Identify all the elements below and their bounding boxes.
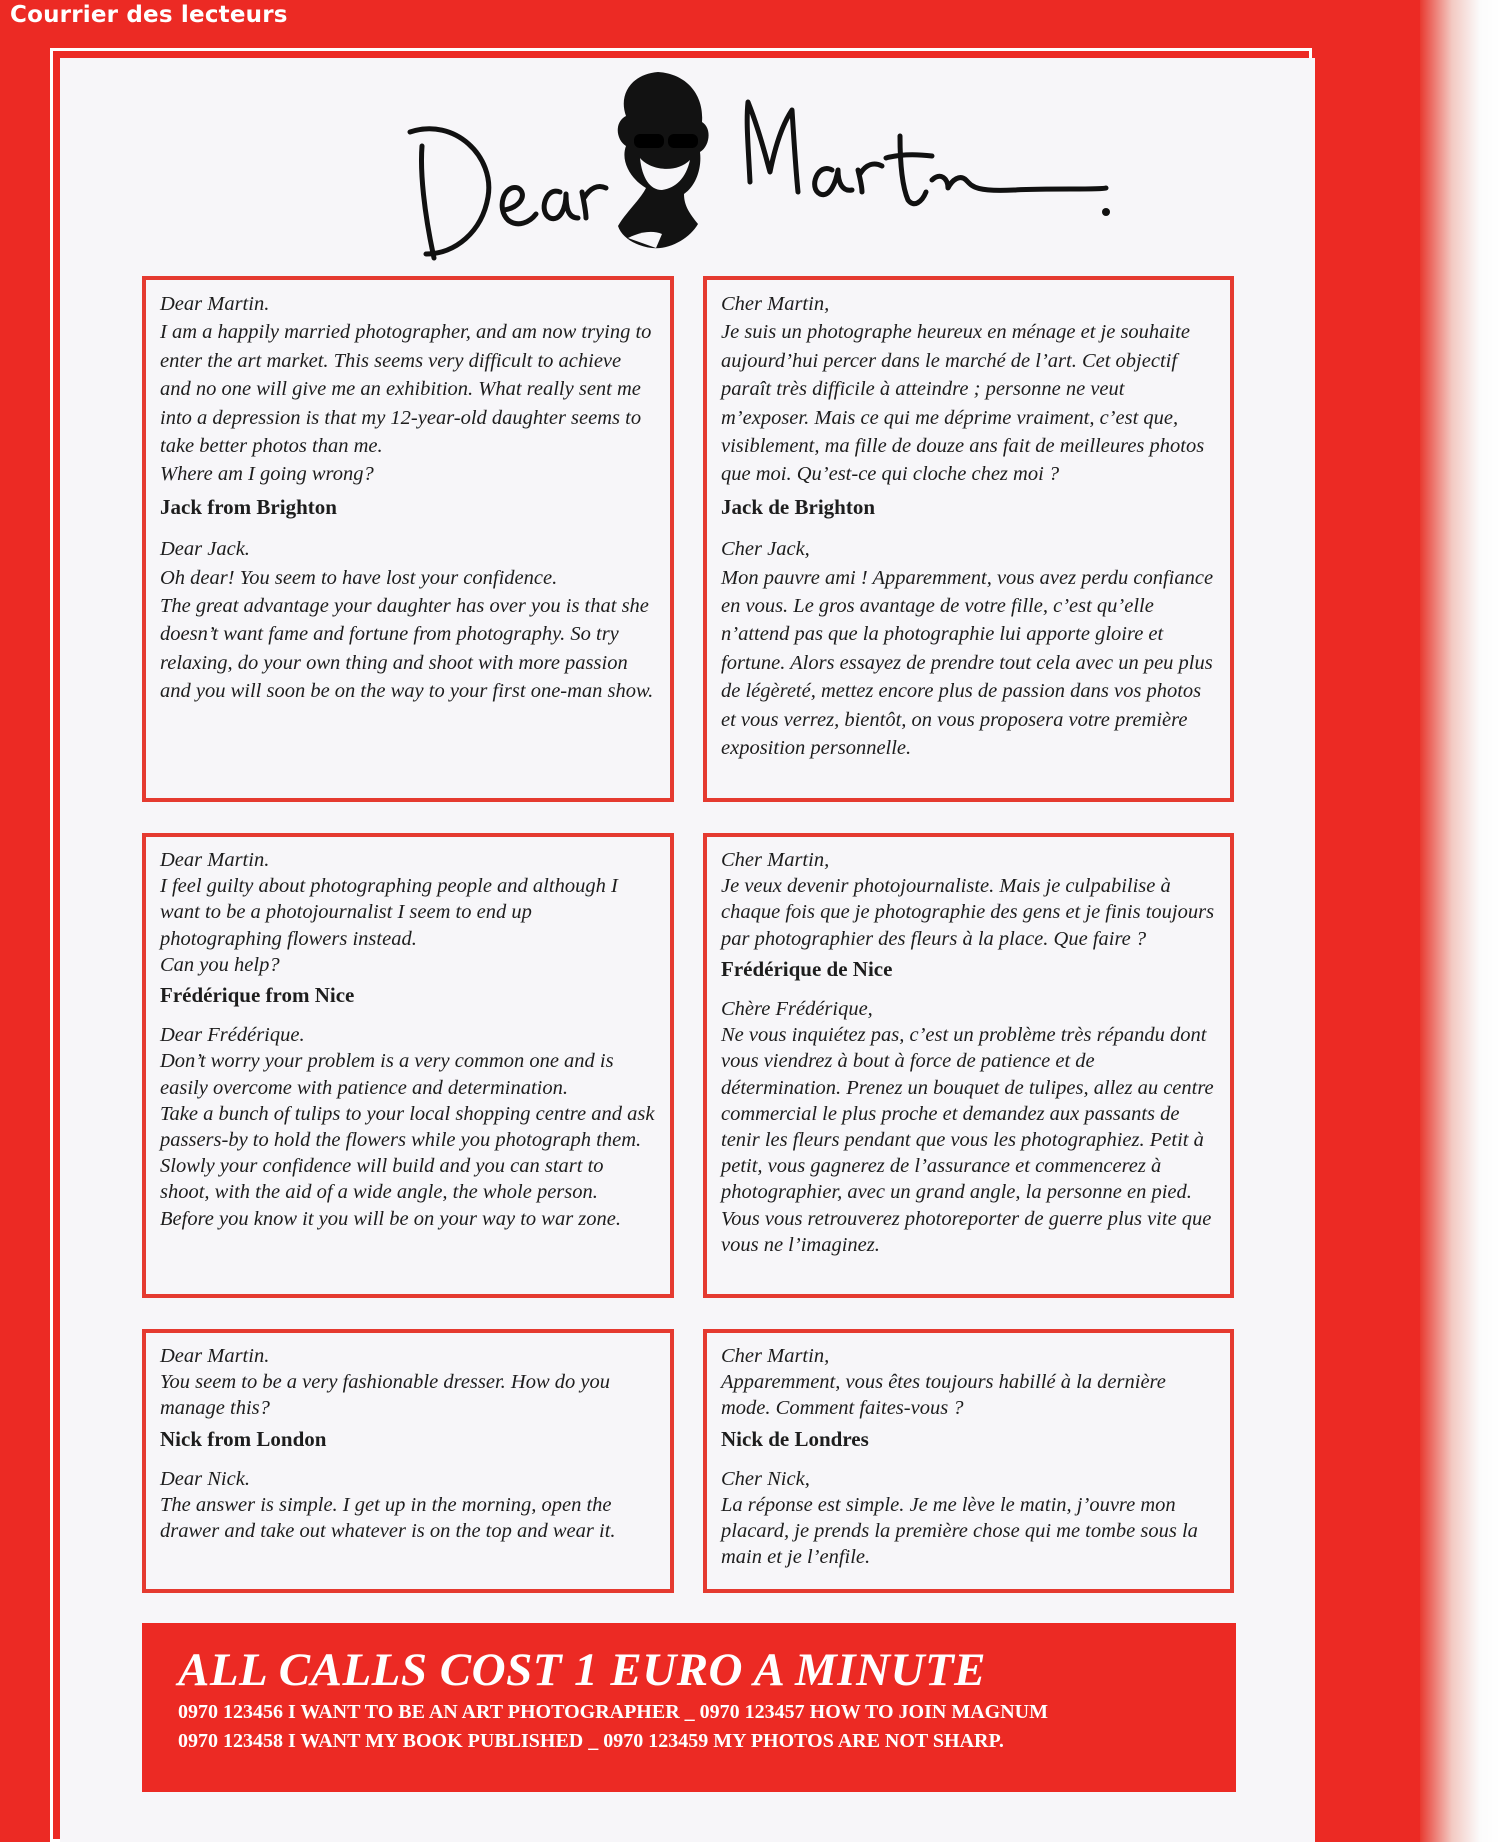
masthead-signature-logo bbox=[400, 62, 1120, 272]
reply-text: La réponse est simple. Je me lève le matin, j’ouvre mon placard, je prends la première chose qui me tombe sous la main et je l’enfile. bbox=[721, 1494, 1198, 1569]
question-text: Apparemment, vous êtes toujours habillé à la dernière mode. Comment faites-vous ? bbox=[721, 1371, 1166, 1420]
letter-card-english bbox=[142, 833, 674, 1298]
reply-greeting: Dear Nick. bbox=[160, 1467, 250, 1490]
letter-card-french bbox=[703, 276, 1234, 802]
hotline-list-1: 0970 123456 I WANT TO BE AN ART PHOTOGRAPHER _ 0970 123457 HOW TO JOIN MAGNUM bbox=[178, 1701, 1048, 1723]
call-rates-banner bbox=[142, 1623, 1236, 1792]
reply-greeting: Dear Jack. bbox=[160, 538, 250, 561]
reply-text: Mon pauvre ami ! Apparemment, vous avez perdu confiance en vous. Le gros avantage de votre fille, c’est qu’elle n’attend pas que la photographie lui apporte gloire et fortune. Alors essayez de prendre tout cela avec un peu plus de légèreté, mettez encore plus de passion dans vos photos et vous verrez, bientôt, on vous proposera votre première exposition personnelle. bbox=[721, 566, 1214, 760]
reader-signature: Jack de Brighton bbox=[721, 494, 876, 519]
reader-signature: Frédérique de Nice bbox=[721, 956, 893, 981]
section-label: Courrier des lecteurs bbox=[10, 2, 288, 28]
banner-headline: ALL CALLS COST 1 EURO A MINUTE bbox=[178, 1644, 987, 1696]
question-text: I am a happily married photographer, and am now trying to enter the art market. This seems very difficult to achieve and no one will give me an exhibition. What really sent me into a depression is that my 12-year-old daughter seems to take better photos than me. bbox=[160, 321, 652, 458]
question-text: I feel guilty about photographing people and although I want to be a photojournalist I seem to end up photographing flowers instead. bbox=[160, 875, 618, 950]
reply-text: The great advantage your daughter has over you is that she doesn’t want fame and fortune from photography. So try relaxing, do your own thing and shoot with more passion and you will soon be on the way to your first one-man show. bbox=[160, 595, 654, 703]
greeting: Cher Martin, bbox=[721, 849, 830, 871]
reader-signature: Jack from Brighton bbox=[160, 494, 337, 519]
greeting: Cher Martin, bbox=[721, 293, 830, 315]
hotline-list-2: 0970 123458 I WANT MY BOOK PUBLISHED _ 0970 123459 MY PHOTOS ARE NOT SHARP. bbox=[178, 1730, 1004, 1752]
question-tail: Can you help? bbox=[160, 953, 280, 976]
letter-card-english bbox=[142, 276, 674, 802]
question-tail: Where am I going wrong? bbox=[160, 463, 374, 486]
reply-text: Ne vous inquiétez pas, c’est un problème très répandu dont vous viendrez à bout à force de patience et de détermination. Prenez un bouquet de tulipes, allez au centre commercial le plus proche et demandez aux passants de tenir les fleurs pendant que vous les photographiez. Petit à petit, vous gagnerez de l’assurance et commencerez à photographier, avec un grand angle, la personne en pied. Vous vous retrouverez photoreporter de guerre plus vite que vous ne l’imaginez. bbox=[721, 1024, 1214, 1256]
reply-greeting: Cher Nick, bbox=[721, 1467, 810, 1490]
letter-card-english bbox=[142, 1329, 674, 1593]
portrait-icon bbox=[618, 72, 709, 248]
reader-signature: Nick de Londres bbox=[721, 1426, 869, 1451]
letter-card-french bbox=[703, 1329, 1234, 1593]
reply-text: Take a bunch of tulips to your local shopping centre and ask passers-by to hold the flowers while you photograph them. Slowly your confidence will build and you can start to shoot, with the aid of a wide angle, the whole person. Before you know it you will be on your way to war zone. bbox=[160, 1102, 655, 1230]
reply-text: Oh dear! You seem to have lost your confidence. bbox=[160, 566, 558, 589]
greeting: Cher Martin, bbox=[721, 1345, 830, 1367]
reader-signature: Frédérique from Nice bbox=[160, 983, 355, 1008]
question-text: Je suis un photographe heureux en ménage et je souhaite aujourd’hui percer dans le marché de l’art. Cet objectif paraît très difficile à atteindre ; personne ne veut m’exposer. Mais ce qui me déprime vraiment, c’est que, visiblement, ma fille de douze ans fait de meilleures photos que moi. Qu’est-ce qui cloche chez moi ? bbox=[721, 321, 1205, 486]
reply-text: The answer is simple. I get up in the morning, open the drawer and take out whatever is on the top and wear it. bbox=[160, 1494, 616, 1543]
reply-greeting: Chère Frédérique, bbox=[721, 998, 873, 1021]
question-text: You seem to be a very fashionable dresser. How do you manage this? bbox=[160, 1371, 611, 1420]
page-gutter bbox=[1420, 0, 1500, 1842]
reply-text: Don’t worry your problem is a very common one and is easily overcome with patience and determination. bbox=[160, 1050, 614, 1099]
letter-card-french bbox=[703, 833, 1234, 1298]
reply-greeting: Cher Jack, bbox=[721, 538, 810, 561]
question-text: Je veux devenir photojournaliste. Mais je culpabilise à chaque fois que je photographie des gens et je finis toujours par photographier des fleurs à la place. Que faire ? bbox=[721, 875, 1215, 950]
greeting: Dear Martin. bbox=[160, 293, 270, 315]
reply-greeting: Dear Frédérique. bbox=[160, 1024, 305, 1047]
greeting: Dear Martin. bbox=[160, 1345, 270, 1367]
reader-signature: Nick from London bbox=[160, 1426, 327, 1451]
greeting: Dear Martin. bbox=[160, 849, 270, 871]
